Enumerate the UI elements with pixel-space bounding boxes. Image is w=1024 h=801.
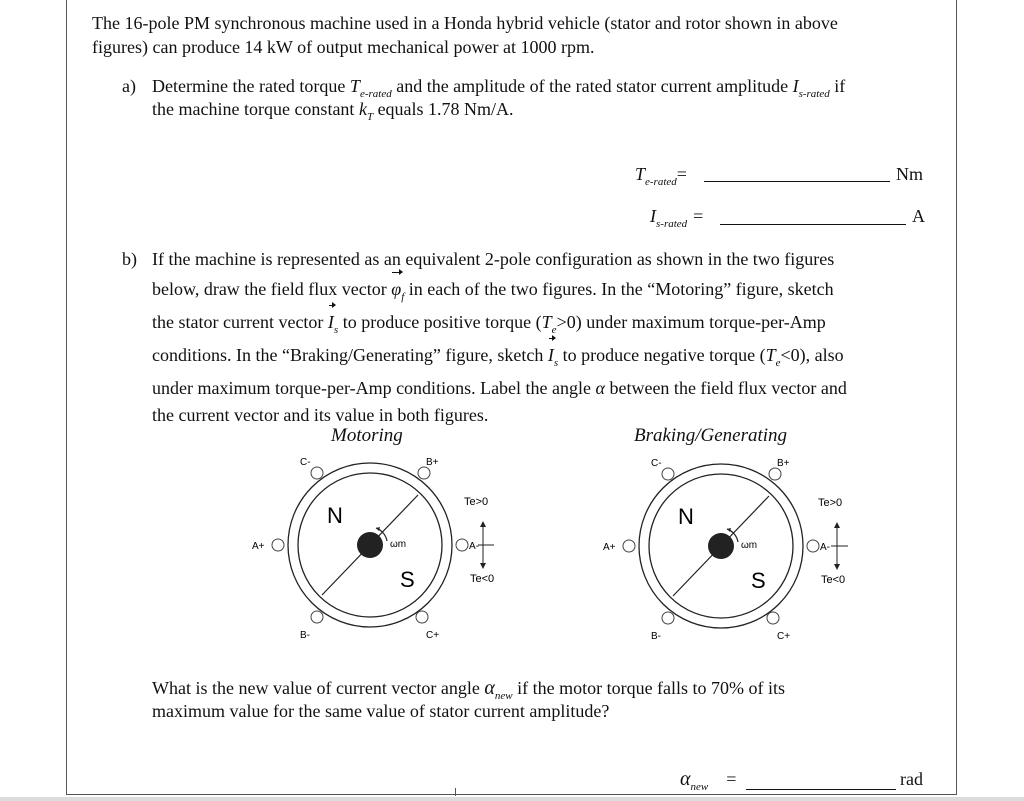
te-negative-label: Te<0 — [470, 573, 495, 585]
part-b-line — [152, 373, 847, 403]
part-b-line: the current vector and its value in both figures. — [152, 405, 489, 425]
part-b-text: >0) under maximum torque-per-Amp — [556, 312, 826, 332]
figure-title-motoring: Motoring — [331, 425, 403, 446]
flux-subscript: f — [401, 291, 405, 303]
current-unit: A — [912, 206, 925, 226]
torque-unit: Nm — [896, 164, 923, 184]
motoring-diagram — [252, 457, 495, 641]
part-b-line — [152, 340, 847, 373]
part-b-text: under maximum torque-per-Amp conditions. Label the angle — [152, 378, 596, 398]
part-a-marker: a) — [122, 76, 136, 96]
part-b-text: <0), also — [780, 345, 844, 365]
b-plus-label: B+ — [426, 457, 439, 468]
omega-m-label: ωm — [390, 539, 407, 550]
c-minus-label: C- — [651, 458, 662, 469]
flux-vector-symbol: φ — [391, 274, 401, 304]
current-subscript: s-rated — [656, 218, 688, 230]
te-subscript: e — [551, 324, 557, 336]
alpha-symbol: α — [680, 768, 691, 790]
c-minus-label: C- — [300, 457, 311, 468]
part-a-line-2 — [152, 97, 514, 124]
current-answer-label — [650, 204, 703, 231]
terminal-c-minus — [311, 467, 323, 479]
a-plus-label: A+ — [603, 542, 616, 553]
question-2-text: if the motor torque falls to 70% of its — [512, 678, 786, 698]
terminal-c-plus — [767, 612, 779, 624]
terminal-a-plus — [623, 540, 635, 552]
k-symbol: k — [358, 99, 367, 119]
part-a-text: if — [829, 76, 846, 96]
torque-answer-label — [635, 162, 687, 189]
equals-sign: = — [693, 206, 704, 226]
part-b-text: in each of the two figures. In the “Motoring” figure, sketch — [404, 279, 834, 299]
alpha-new-answer-label — [680, 767, 736, 794]
rotor-shaft — [708, 533, 734, 559]
terminal-a-minus — [807, 540, 819, 552]
part-b-text: to produce positive torque ( — [338, 312, 542, 332]
part-b-marker: b) — [122, 249, 137, 269]
figure-title-braking: Braking/Generating — [634, 425, 788, 446]
alpha-subscript: new — [494, 690, 513, 702]
te-subscript: e — [775, 357, 781, 369]
part-a-text: Determine the rated torque — [152, 76, 350, 96]
page-tick-mark — [455, 788, 456, 796]
c-plus-label: C+ — [777, 631, 791, 642]
terminal-b-minus — [311, 611, 323, 623]
terminal-b-minus — [662, 612, 674, 624]
terminal-c-minus — [662, 468, 674, 480]
rotor-shaft — [357, 532, 383, 558]
part-b-text: conditions. In the “Braking/Generating” figure, sketch — [152, 345, 548, 365]
terminal-a-minus — [456, 539, 468, 551]
current-subscript: s-rated — [798, 88, 830, 100]
terminal-a-plus — [272, 539, 284, 551]
page-bottom-rule — [0, 797, 1024, 801]
b-minus-label: B- — [300, 630, 310, 641]
k-subscript: T — [366, 111, 374, 123]
braking-diagram — [603, 458, 846, 642]
te-symbol: T — [541, 312, 552, 332]
current-symbol: I — [650, 206, 656, 226]
north-pole-label: N — [678, 504, 694, 529]
north-pole-label: N — [327, 503, 343, 528]
current-vector-symbol: I — [548, 340, 554, 370]
torque-answer-blank[interactable] — [704, 181, 890, 182]
alpha-symbol: α — [595, 378, 605, 398]
part-b-text: to produce negative torque ( — [558, 345, 766, 365]
a-minus-label: A- — [820, 542, 830, 553]
current-symbol: I — [792, 76, 799, 96]
a-plus-label: A+ — [252, 541, 265, 552]
b-minus-label: B- — [651, 631, 661, 642]
torque-subscript: e-rated — [359, 88, 392, 100]
part-a-text: and the amplitude of the rated stator current amplitude — [391, 76, 793, 96]
torque-symbol: T — [635, 164, 646, 184]
a-minus-label: A- — [469, 541, 479, 552]
current-vector-subscript: s — [333, 324, 339, 336]
current-vector-symbol: I — [328, 307, 334, 337]
equals-sign: = — [726, 769, 737, 789]
te-positive-label: Te>0 — [464, 496, 489, 508]
alpha-new-answer-blank[interactable] — [746, 789, 896, 790]
te-symbol: T — [765, 345, 776, 365]
intro-line-1: The 16-pole PM synchronous machine used in a Honda hybrid vehicle (stator and rotor shown in above — [92, 13, 838, 33]
alpha-new-unit: rad — [900, 769, 923, 789]
te-positive-label: Te>0 — [818, 497, 843, 509]
intro-line-2: figures) can produce 14 kW of output mechanical power at 1000 rpm. — [92, 37, 595, 57]
terminal-b-plus — [418, 467, 430, 479]
alpha-subscript: new — [690, 781, 709, 793]
current-answer-blank[interactable] — [720, 224, 906, 225]
part-b-text: between the field flux vector and — [604, 378, 847, 398]
alpha-symbol: α — [484, 677, 495, 699]
b-plus-label: B+ — [777, 458, 790, 469]
omega-m-label: ωm — [741, 540, 758, 551]
part-b-line — [152, 274, 847, 307]
part-b-text: below, draw the field flux vector — [152, 279, 392, 299]
question-2-text: What is the new value of current vector angle — [152, 678, 485, 698]
te-negative-label: Te<0 — [821, 574, 846, 586]
torque-symbol: T — [349, 76, 360, 96]
question-2-line-2: maximum value for the same value of stator current amplitude? — [152, 701, 610, 721]
current-vector-subscript: s — [553, 357, 559, 369]
part-b-paragraph — [152, 244, 847, 427]
part-b-line — [152, 307, 847, 340]
terminal-b-plus — [769, 468, 781, 480]
part-a-text: equals 1.78 Nm/A. — [373, 99, 514, 119]
terminal-c-plus — [416, 611, 428, 623]
c-plus-label: C+ — [426, 630, 440, 641]
part-a-text: the machine torque constant — [152, 99, 359, 119]
torque-subscript: e-rated — [645, 176, 677, 188]
south-pole-label: S — [400, 567, 415, 592]
equals-sign: = — [676, 164, 687, 184]
part-b-text: the stator current vector — [152, 312, 328, 332]
south-pole-label: S — [751, 568, 766, 593]
part-b-line: If the machine is represented as an equivalent 2-pole configuration as shown in the two figures — [152, 249, 835, 269]
